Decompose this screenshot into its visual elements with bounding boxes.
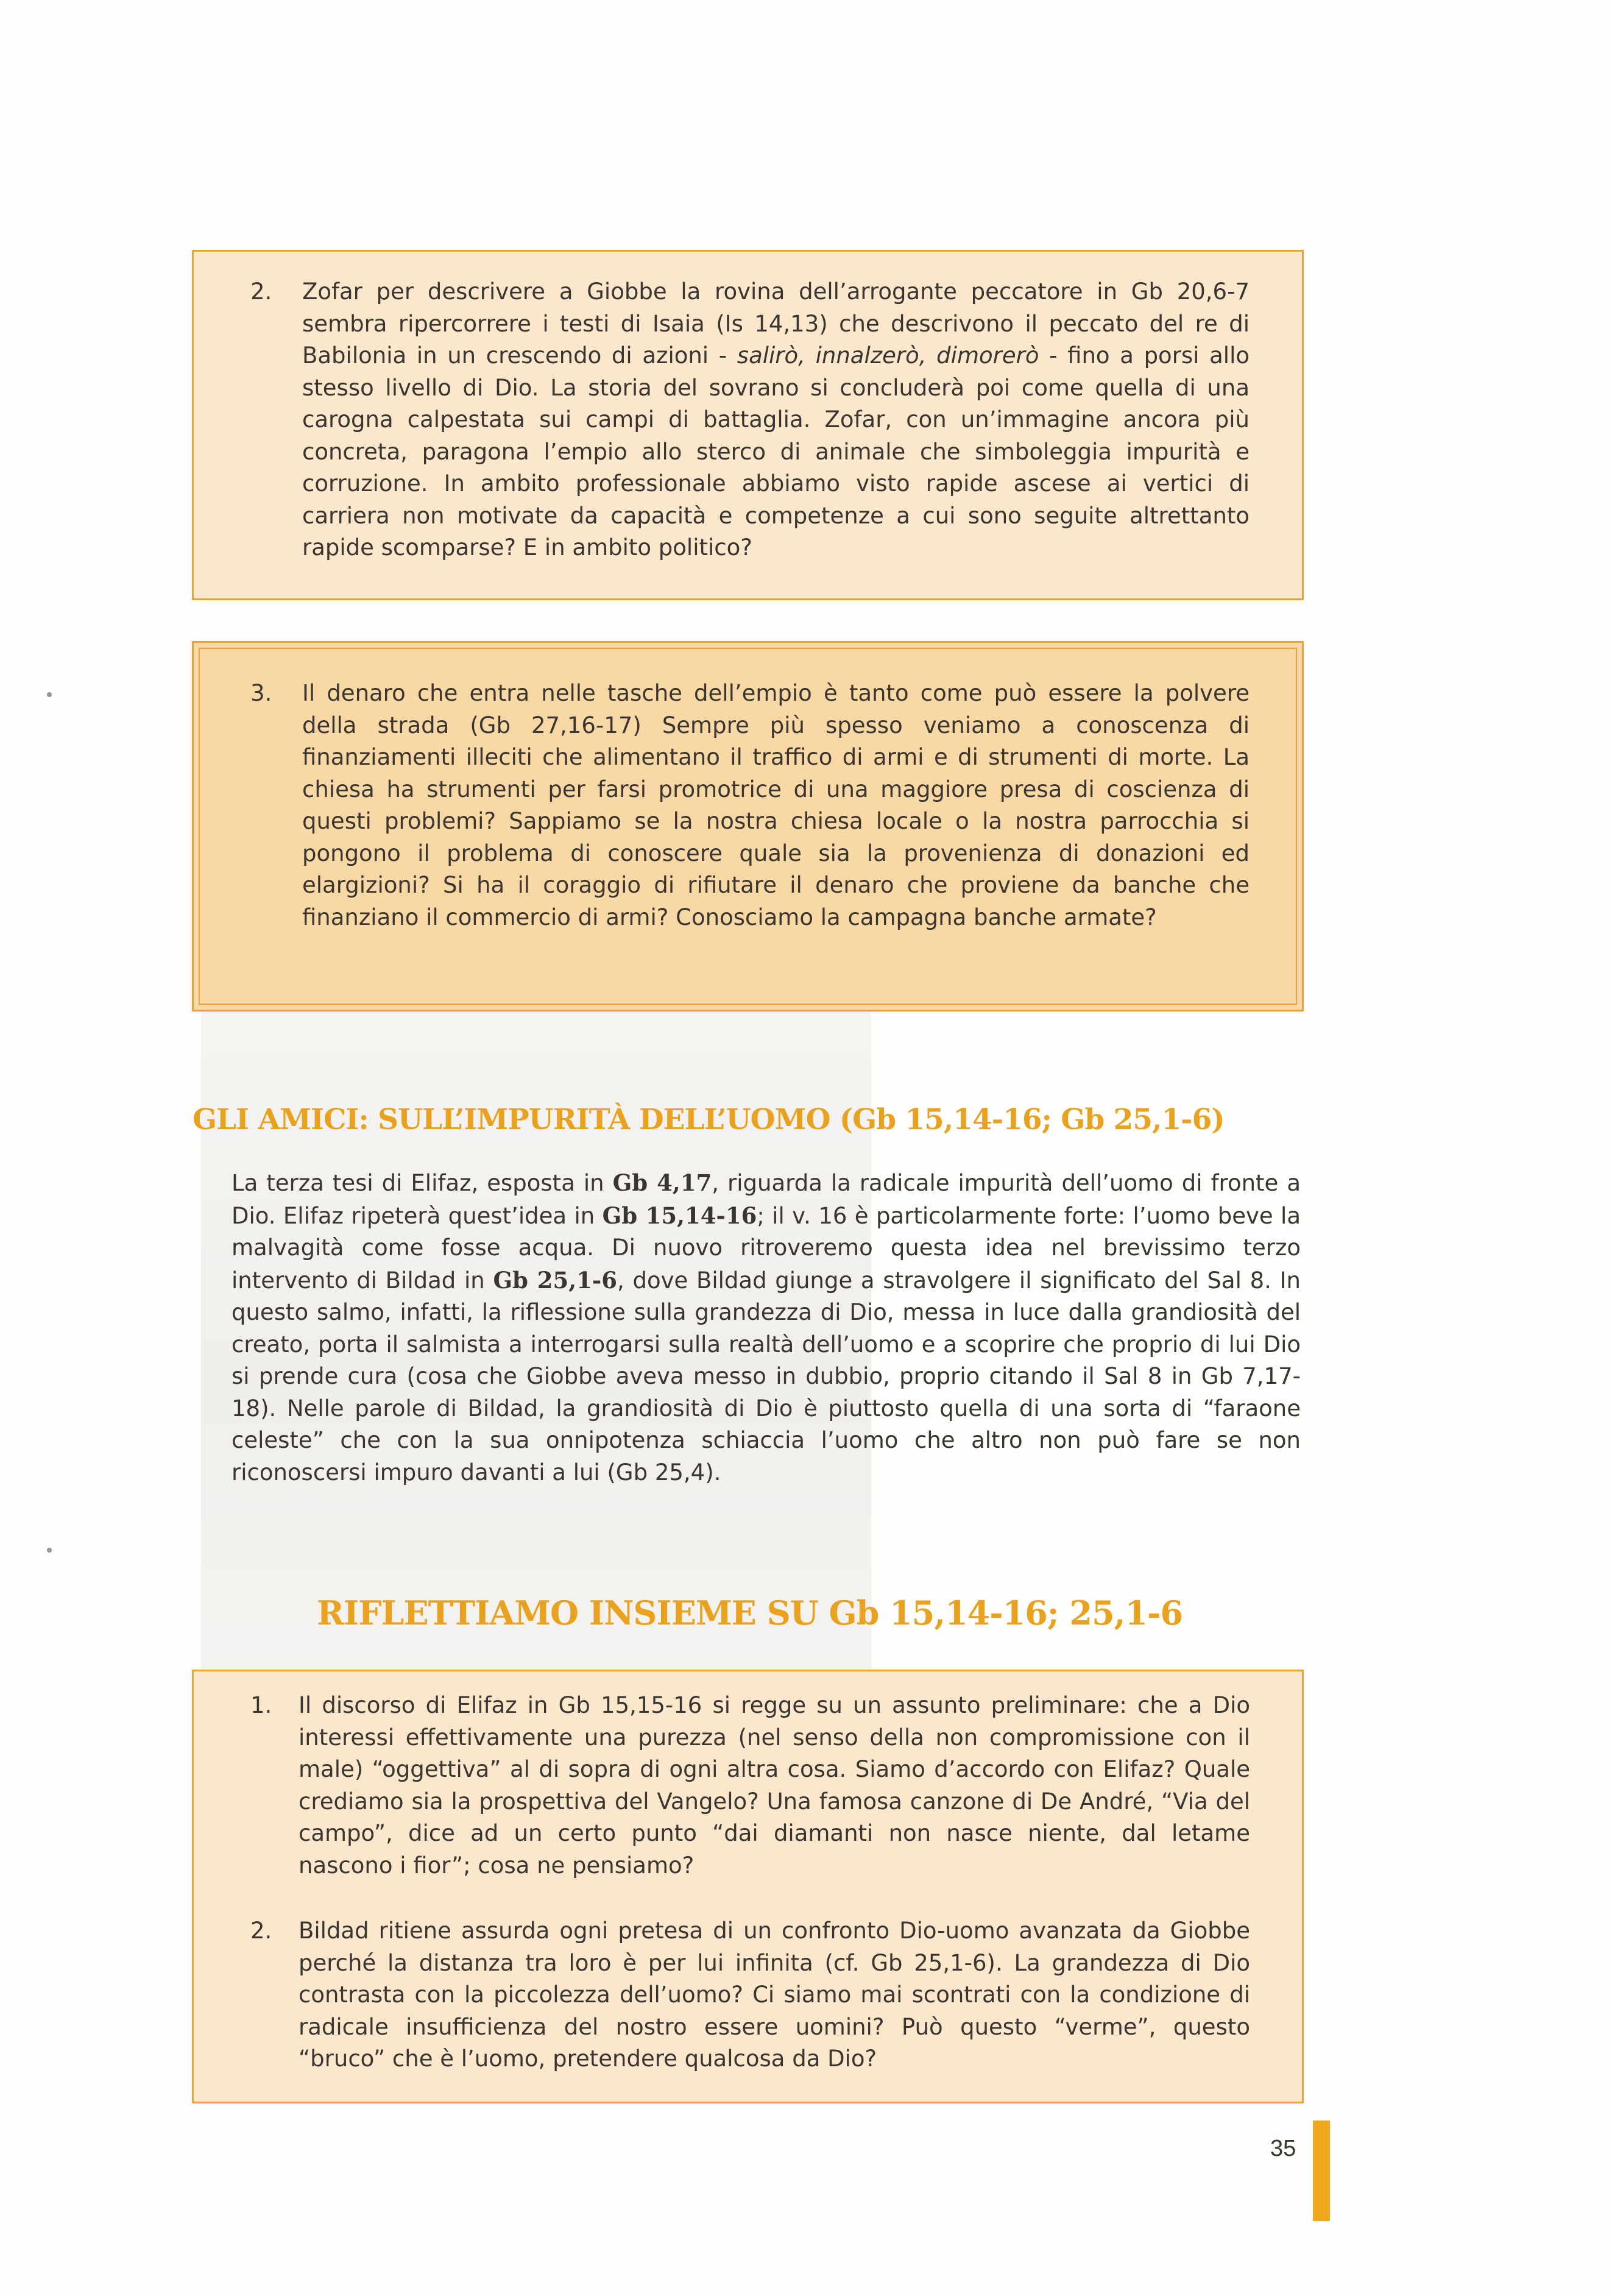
scan-speck: [47, 692, 52, 697]
section-heading: GLI AMICI: SULL’IMPURITÀ DELL’UOMO (Gb 15,14-16; Gb 25,1-6): [193, 1103, 1225, 1136]
reflection-text-bildad: Bildad ritiene assurda ogni pretesa di un confronto Dio-uomo avanzata da Giobbe perché la distanza tra loro è per lui infinita (cf. Gb 25,1-6). La grandezza di Dio contrasta con la piccolezza dell’uomo? Ci siamo mai scontrati con la condizione di radicale insufficienza del nostro essere uomini? Può questo “verme”, questo “bruco” che è l’uomo, pretendere qualcosa da Dio?: [299, 1918, 1250, 2072]
page-number: 35: [1270, 2136, 1296, 2161]
item-number: 2.: [250, 1918, 272, 1944]
reflection-heading: RIFLETTIAMO INSIEME SU Gb 15,14-16; 25,1-6: [317, 1593, 1183, 1632]
italic-verbs: salirò, innalzerò, dimorerò: [737, 342, 1039, 369]
bible-reference: Gb 4,17: [612, 1169, 712, 1196]
bible-reference: Gb 15,14-16: [602, 1202, 757, 1229]
reflection-box-denaro: [192, 641, 1304, 1012]
item-number: 2.: [250, 278, 272, 305]
page-edge-bar: [1313, 2121, 1330, 2221]
item-number: 1.: [250, 1692, 272, 1718]
bible-reference: Gb 25,1-6: [493, 1266, 617, 1294]
reflection-text-denaro: Il denaro che entra nelle tasche dell’empio è tanto come può essere la polvere della strada (Gb 27,16-17) Sempre più spesso veniamo a conoscenza di finanziamenti illeciti che alimentano il traffico di armi e di strumenti di morte. La chiesa ha strumenti per farsi promotrice di una maggiore presa di coscienza di questi problemi? Sappiamo se la nostra chiesa locale o la nostra parrocchia si pongono il problema di conoscere quale sia la provenienza di donazioni ed elargizioni? Si ha il coraggio di rifiutare il denaro che proviene da banche che finanziano il commercio di armi? Conosciamo la campagna banche armate?: [302, 680, 1250, 930]
reflection-box-zofar: [192, 250, 1304, 600]
scan-speck: [47, 1548, 52, 1553]
reflection-text-zofar: Zofar per descrivere a Giobbe la rovina dell’arrogante peccatore in Gb 20,6-7 sembra ripercorrere i testi di Isaia (Is 14,13) che descrivono il peccato del re di Babilonia in un crescendo di azioni - salirò, innalzerò, dimorerò - fino a porsi allo stesso livello di Dio. La storia del sovrano si concluderà poi come quella di una carogna calpestata sui campi di battaglia. Zofar, con un’immagine ancora più concreta, paragona l’empio allo sterco di animale che simboleggia impurità e corruzione. In ambito professionale abbiamo visto rapide ascese ai vertici di carriera non motivate da capacità e competenze a cui sono seguite altrettanto rapide scomparse? E in ambito politico?: [302, 278, 1250, 561]
reflection-box-bottom: [192, 1670, 1304, 2103]
reflection-text-elifaz: Il discorso di Elifaz in Gb 15,15-16 si regge su un assunto preliminare: che a Dio interessi effettivamente una purezza (nel senso della non compromissione con il male) “oggettiva” al di sopra di ogni altra cosa. Siamo d’accordo con Elifaz? Quale crediamo sia la prospettiva del Vangelo? Una famosa canzone di De André, “Via del campo”, dice ad un certo punto “dai diamanti non nasce niente, dal letame nascono i fior”; cosa ne pensiamo?: [299, 1692, 1250, 1879]
item-number: 3.: [250, 680, 272, 706]
section-paragraph: La terza tesi di Elifaz, esposta in Gb 4,17, riguarda la radicale impurità dell’uomo di fronte a Dio. Elifaz ripeterà quest’idea in Gb 15,14-16; il v. 16 è particolarmente forte: l’uomo beve la malvagità come fosse acqua. Di nuovo ritroveremo questa idea nel brevissimo terzo intervento di Bildad in Gb 25,1-6, dove Bildad giunge a stravolgere il significato del Sal 8. In questo salmo, infatti, la riflessione sulla grandezza di Dio, messa in luce dalla grandiosità del creato, porta il salmista a interrogarsi sulla realtà dell’uomo e a scoprire che proprio di lui Dio si prende cura (cosa che Giobbe aveva messo in dubbio, proprio citando il Sal 8 in Gb 7,17-18). Nelle parole di Bildad, la grandiosità di Dio è piuttosto quella di una sorta di “faraone celeste” che con la sua onnipotenza schiaccia l’uomo che altro non può fare se non riconoscersi impuro davanti a lui (Gb 25,4).: [232, 1169, 1301, 1486]
